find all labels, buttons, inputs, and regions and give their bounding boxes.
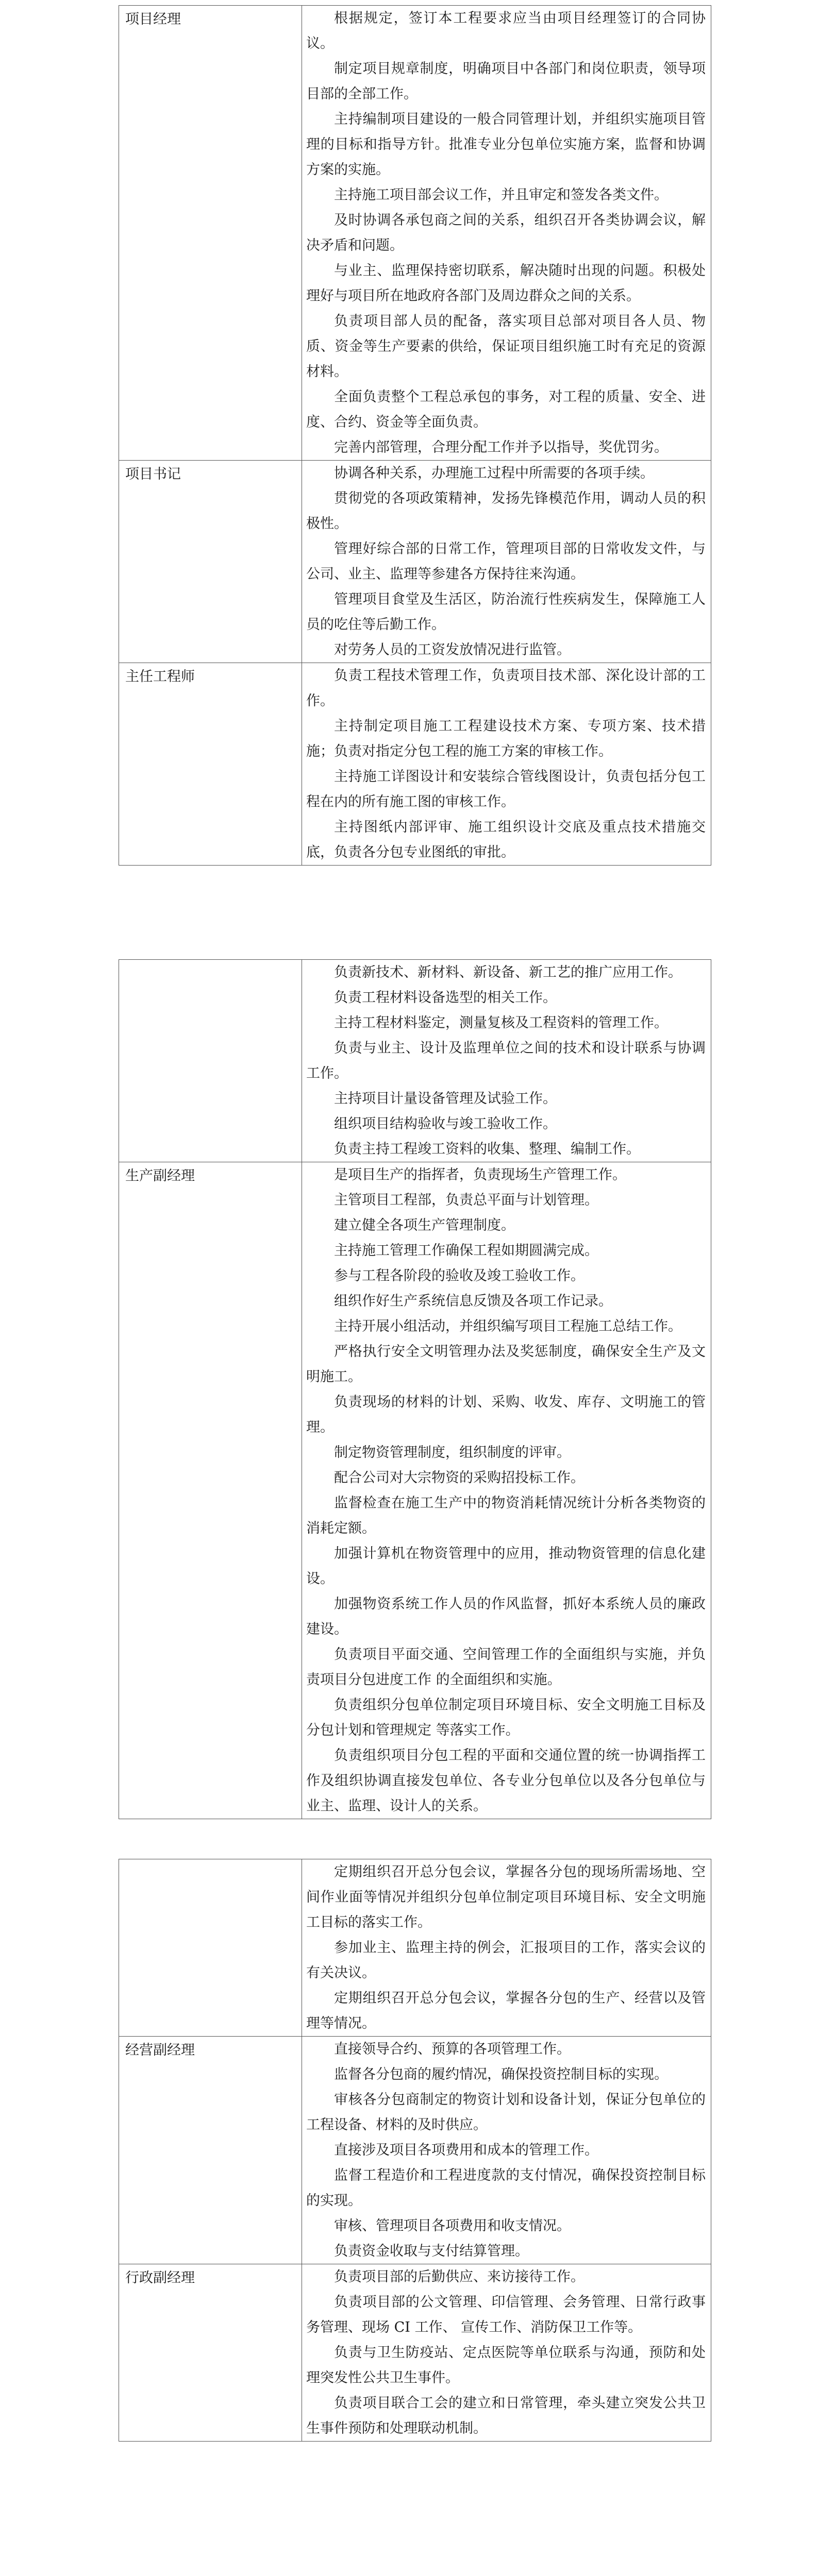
duty-paragraph: 参与工程各阶段的验收及竣工验收工作。 — [334, 1268, 585, 1284]
table-row — [119, 461, 711, 663]
duty-paragraph: 主持项目计量设备管理及试验工作。 — [334, 1091, 557, 1107]
duties-cell — [302, 6, 711, 461]
duty-paragraph: 及时协调各承包商之间的关系，组织召开各类协调会议，解决矛盾和问题。 — [306, 212, 706, 253]
duty-paragraph: 制定物资管理制度，组织制度的评审。 — [334, 1445, 571, 1461]
duty-paragraph: 定期组织召开总分包会议，掌握各分包的现场所需场地、空间作业面等情况并组织分包单位制定项目环境目标、安全文明施工目标的落实工作。 — [306, 1864, 706, 1930]
duty-paragraph: 主持工程材料鉴定，测量复核及工程资料的管理工作。 — [334, 1015, 668, 1031]
responsibility-table-2 — [119, 959, 711, 1819]
table-row — [119, 1859, 711, 2037]
duty-paragraph: 主持图纸内部评审、施工组织设计交底及重点技术措施交底，负责各分包专业图纸的审批。 — [306, 819, 706, 860]
duty-paragraph: 与业主、监理保持密切联系，解决随时出现的问题。积极处理好与项目所在地政府各部门及周边群众之间的关系。 — [306, 263, 706, 304]
duty-paragraph: 管理好综合部的日常工作，管理项目部的日常收发文件，与公司、业主、监理等参建各方保持往来沟通。 — [306, 541, 706, 582]
duty-paragraph: 负责项目部的后勤供应、来访接待工作。 — [334, 2269, 585, 2285]
table-row — [119, 2264, 711, 2442]
duty-paragraph: 管理项目食堂及生活区，防治流行性疾病发生，保障施工人员的吃住等后勤工作。 — [306, 591, 706, 633]
duty-paragraph: 负责现场的材料的计划、采购、收发、库存、文明施工的管理。 — [306, 1394, 706, 1435]
duty-paragraph: 加强物资系统工作人员的作风监督，抓好本系统人员的廉政建设。 — [306, 1596, 706, 1637]
duty-paragraph: 参加业主、监理主持的例会，汇报项目的工作，落实会议的有关决议。 — [306, 1940, 706, 1981]
duty-paragraph: 全面负责整个工程总承包的事务，对工程的质量、安全、进度、合约、资金等全面负责。 — [306, 389, 706, 430]
table-row — [119, 663, 711, 866]
duty-paragraph: 主持施工详图设计和安装综合管线图设计，负责包括分包工程在内的所有施工图的审核工作。 — [306, 769, 706, 810]
duty-paragraph: 严格执行安全文明管理办法及奖惩制度，确保安全生产及文明施工。 — [306, 1344, 706, 1385]
duty-paragraph: 负责与卫生防疫站、定点医院等单位联系与沟通，预防和处理突发性公共卫生事件。 — [306, 2345, 706, 2386]
duty-paragraph: 审核、管理项目各项费用和收支情况。 — [334, 2218, 571, 2234]
duty-paragraph: 是项目生产的指挥者，负责现场生产管理工作。 — [334, 1167, 626, 1183]
role-cell: 项目书记 — [119, 461, 302, 663]
duty-paragraph: 制定项目规章制度，明确项目中各部门和岗位职责，领导项目部的全部工作。 — [306, 61, 706, 102]
duty-paragraph: 负责主持工程竣工资料的收集、整理、编制工作。 — [334, 1141, 640, 1157]
table-row — [119, 2037, 711, 2264]
duty-paragraph: 定期组织召开总分包会议，掌握各分包的生产、经营以及管理等情况。 — [306, 1990, 706, 2031]
duty-paragraph: 监督各分包商的履约情况，确保投资控制目标的实现。 — [334, 2066, 668, 2082]
duty-paragraph: 贯彻党的各项政策精神，发扬先锋模范作用，调动人员的积极性。 — [306, 490, 706, 532]
table-body — [119, 6, 711, 866]
table-row — [119, 1162, 711, 1819]
duty-paragraph: 配合公司对大宗物资的采购招投标工作。 — [334, 1470, 585, 1486]
duty-paragraph: 监督工程造价和工程进度款的支付情况，确保投资控制目标的实现。 — [306, 2167, 706, 2209]
table-body — [119, 960, 711, 1819]
duty-paragraph: 负责资金收取与支付结算管理。 — [334, 2243, 529, 2259]
duty-paragraph: 负责项目联合工会的建立和日常管理，牵头建立突发公共卫生事件预防和处理联动机制。 — [306, 2395, 706, 2436]
duties-cell — [302, 663, 711, 866]
duties-cell — [302, 1162, 711, 1819]
duty-paragraph: 主持施工项目部会议工作，并且审定和签发各类文件。 — [334, 187, 668, 203]
duty-paragraph: 负责项目平面交通、空间管理工作的全面组织与实施，并负责项目分包进度工作 的全面组织和实施。 — [306, 1647, 706, 1688]
role-cell: 行政副经理 — [119, 2264, 302, 2442]
duty-paragraph: 主持制定项目施工工程建设技术方案、专项方案、技术措施；负责对指定分包工程的施工方案的审核工作。 — [306, 718, 706, 759]
duty-paragraph: 审核各分包商制定的物资计划和设备计划，保证分包单位的工程设备、材料的及时供应。 — [306, 2092, 706, 2133]
duty-paragraph: 加强计算机在物资管理中的应用，推动物资管理的信息化建设。 — [306, 1546, 706, 1587]
role-cell — [119, 1859, 302, 2037]
duty-paragraph: 负责工程材料设备选型的相关工作。 — [334, 990, 557, 1006]
duty-paragraph: 建立健全各项生产管理制度。 — [334, 1217, 515, 1233]
duty-paragraph: 负责组织分包单位制定项目环境目标、安全文明施工目标及分包计划和管理规定 等落实工作。 — [306, 1697, 706, 1738]
duty-paragraph: 直接领导合约、预算的各项管理工作。 — [334, 2041, 571, 2057]
role-cell: 项目经理 — [119, 6, 302, 461]
duty-paragraph: 完善内部管理，合理分配工作并予以指导，奖优罚劣。 — [334, 439, 668, 455]
role-cell — [119, 960, 302, 1162]
table-row — [119, 6, 711, 461]
duties-cell — [302, 960, 711, 1162]
responsibility-table-3 — [119, 1859, 711, 2442]
duties-cell — [302, 1859, 711, 2037]
duty-paragraph: 负责组织项目分包工程的平面和交通位置的统一协调指挥工作及组织协调直接发包单位、各专业分包单位以及各分包单位与业主、监理、设计人的关系。 — [306, 1748, 706, 1814]
role-cell: 生产副经理 — [119, 1162, 302, 1819]
duty-paragraph: 主持编制项目建设的一般合同管理计划，并组织实施项目管理的目标和指导方针。批准专业分包单位实施方案，监督和协调方案的实施。 — [306, 111, 706, 178]
duty-paragraph: 负责与业主、设计及监理单位之间的技术和设计联系与协调工作。 — [306, 1040, 706, 1081]
duties-cell — [302, 2037, 711, 2264]
duties-cell — [302, 461, 711, 663]
table-row — [119, 960, 711, 1162]
duty-paragraph: 监督检查在施工生产中的物资消耗情况统计分析各类物资的消耗定额。 — [306, 1495, 706, 1536]
table-body — [119, 1859, 711, 2442]
duty-paragraph: 根据规定，签订本工程要求应当由项目经理签订的合同协议。 — [306, 10, 706, 52]
duty-paragraph: 组织项目结构验收与竣工验收工作。 — [334, 1116, 557, 1132]
duty-paragraph: 协调各种关系，办理施工过程中所需要的各项手续。 — [334, 465, 654, 481]
duty-paragraph: 负责项目部的公文管理、印信管理、会务管理、日常行政事务管理、现场 CI 工作、 宣传工作、消防保卫工作等。 — [306, 2294, 706, 2335]
duty-paragraph: 组织作好生产系统信息反馈及各项工作记录。 — [334, 1293, 612, 1309]
duty-paragraph: 负责项目部人员的配备，落实项目总部对项目各人员、物质、资金等生产要素的供给，保证项目组织施工时有充足的资源材料。 — [306, 313, 706, 380]
duty-paragraph: 对劳务人员的工资发放情况进行监管。 — [334, 642, 571, 658]
duty-paragraph: 负责工程技术管理工作，负责项目技术部、深化设计部的工作。 — [306, 668, 706, 709]
responsibility-table-1 — [119, 5, 711, 866]
role-cell: 主任工程师 — [119, 663, 302, 866]
duty-paragraph: 负责新技术、新材料、新设备、新工艺的推广应用工作。 — [334, 964, 682, 980]
duty-paragraph: 直接涉及项目各项费用和成本的管理工作。 — [334, 2142, 598, 2158]
duty-paragraph: 主管项目工程部，负责总平面与计划管理。 — [334, 1192, 598, 1208]
role-cell: 经营副经理 — [119, 2037, 302, 2264]
duty-paragraph: 主持开展小组活动，并组织编写项目工程施工总结工作。 — [334, 1318, 682, 1334]
duties-cell — [302, 2264, 711, 2442]
duty-paragraph: 主持施工管理工作确保工程如期圆满完成。 — [334, 1243, 598, 1259]
